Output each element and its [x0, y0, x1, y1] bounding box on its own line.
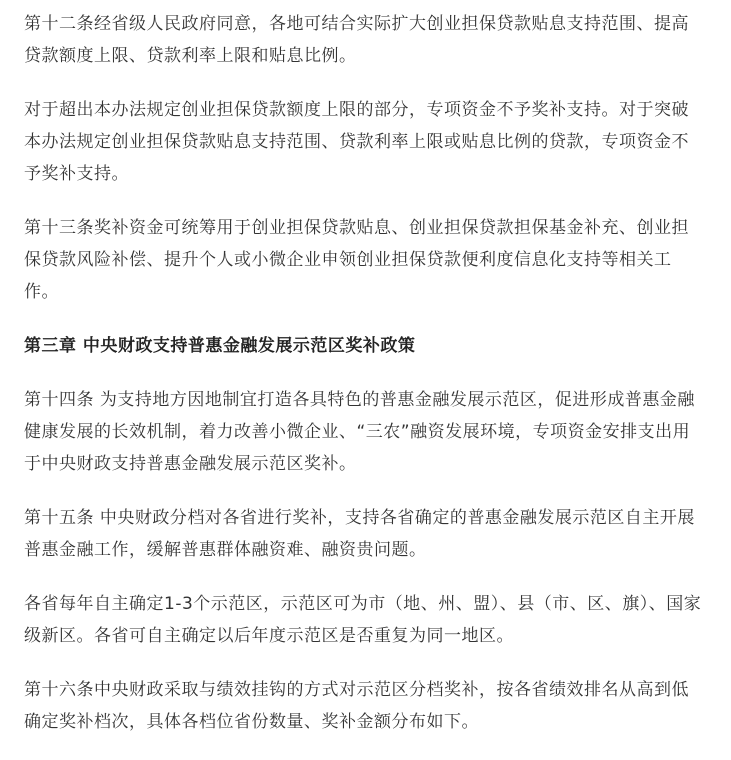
chapter-heading: 第三章 中央财政支持普惠金融发展示范区奖补政策 [24, 336, 416, 356]
article-paragraph: 对于超出本办法规定创业担保贷款额度上限的部分，专项资金不予奖补支持。对于突破本办法规定创业担保贷款贴息支持范围、贷款利率上限或贴息比例的贷款，专项资金不予奖补支持。 [24, 100, 689, 184]
article-paragraph: 第十五条 中央财政分档对各省进行奖补，支持各省确定的普惠金融发展示范区自主开展普惠金融工作，缓解普惠群体融资难、融资贵问题。 [24, 508, 695, 560]
article-paragraph: 第十二条经省级人民政府同意，各地可结合实际扩大创业担保贷款贴息支持范围、提高贷款额度上限、贷款利率上限和贴息比例。 [24, 14, 689, 66]
article-paragraph: 第十四条 为支持地方因地制宜打造各具特色的普惠金融发展示范区，促进形成普惠金融健康发展的长效机制，着力改善小微企业、“三农”融资发展环境，专项资金安排支出用于中央财政支持普惠金融发展示范区奖补。 [24, 390, 695, 474]
article-body [24, 0, 706, 760]
article-paragraph: 第十六条中央财政采取与绩效挂钩的方式对示范区分档奖补，按各省绩效排名从高到低确定奖补档次，具体各档位省份数量、奖补金额分布如下。 [24, 680, 689, 732]
article-paragraph: 第十三条奖补资金可统筹用于创业担保贷款贴息、创业担保贷款担保基金补充、创业担保贷款风险补偿、提升个人或小微企业申领创业担保贷款便利度信息化支持等相关工作。 [24, 218, 689, 302]
article-paragraph: 各省每年自主确定1-3个示范区，示范区可为市（地、州、盟）、县（市、区、旗）、国家级新区。各省可自主确定以后年度示范区是否重复为同一地区。 [24, 594, 702, 646]
